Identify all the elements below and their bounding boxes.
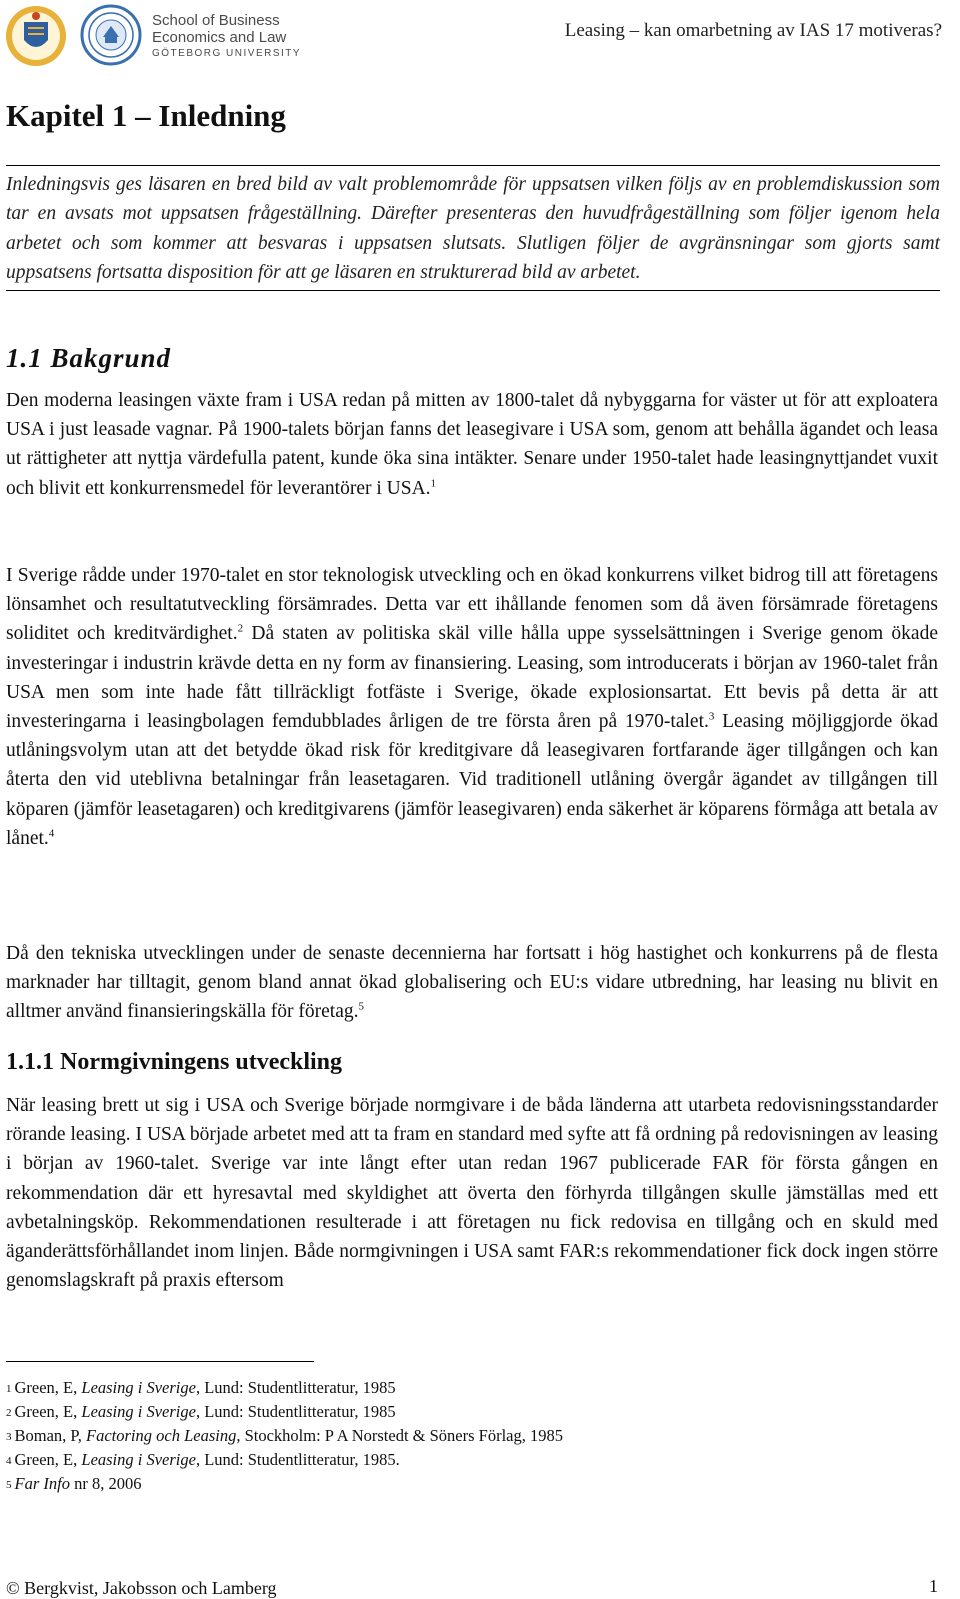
- university-seal-logo: [80, 4, 142, 66]
- footnote-author: Green, E,: [14, 1402, 82, 1421]
- footnote-divider: [6, 1361, 314, 1362]
- footnote-ref-3[interactable]: 3: [708, 710, 715, 723]
- school-name-line2: Economics and Law: [152, 29, 287, 46]
- footer-copyright: © Bergkvist, Jakobsson och Lamberg: [6, 1578, 277, 1598]
- footnote-number: 3: [6, 1431, 12, 1443]
- footnote-book-title: Leasing i Sverige: [81, 1378, 196, 1397]
- footnote-publisher: , Lund: Studentlitteratur, 1985: [195, 1378, 396, 1397]
- page-header: [0, 0, 960, 70]
- paragraph-3-text: Då den tekniska utvecklingen under de senaste decennierna har fortsatt i hög hastighet och konkurrens på de flesta marknader har tilltagit, genom bland annat ökad globalisering och EU:s vidare utbredning, har leasing nu blivit en alltmer använd finansieringskälla för företag.: [6, 943, 938, 1023]
- footnote-number: 4: [6, 1455, 12, 1467]
- subsection-heading-normgivning: 1.1.1 Normgivningens utveckling: [6, 1049, 343, 1075]
- footnote-1: [6, 1376, 906, 1400]
- abstract-text: Inledningsvis ges läsaren en bred bild av valt problemområde för uppsatsen vilken följs av en problemdiskussion som tar en avsats mot uppsatsen frågeställning. Därefter presenteras den huvudfrågeställning som följer igenom hela arbetet och som kommer att besvaras i uppsatsen slutsats. Slutligen följer de avgränsningar som gjorts samt uppsatsens fortsatta disposition för att ge läsaren en strukturerad bild av arbetet.: [6, 174, 940, 283]
- footnote-book-title: Factoring och Leasing: [86, 1426, 237, 1445]
- footnote-author: Green, E,: [14, 1450, 82, 1469]
- footnote-publisher: , Stockholm: P A Norstedt & Söners Förlag, 1985: [236, 1426, 563, 1445]
- paragraph-2-text-b: Då staten av politiska skäl ville hålla uppe sysselsättningen i Sverige genom ökade investeringar i industrin krävde detta en ny form av finansiering. Leasing, som introducerats i början av 1960-talet från USA men som inte hade fått tillräckligt fotfäste i Sverige, ökade explosionsartat. Ett bevis på detta är att investeringarna i leasingbolagen femdubblades årligen de tre första åren på 1970-talet.: [6, 623, 938, 733]
- footnote-2: [6, 1400, 906, 1424]
- footnote-ref-1[interactable]: 1: [430, 477, 437, 490]
- footnote-book-title: Leasing i Sverige: [81, 1450, 196, 1469]
- school-name: [152, 12, 301, 61]
- footnote-publisher: nr 8, 2006: [69, 1474, 142, 1493]
- school-name-line3: GÖTEBORG UNIVERSITY: [152, 48, 302, 59]
- footnote-book-title: Far Info: [14, 1474, 70, 1493]
- footnote-publisher: , Lund: Studentlitteratur, 1985.: [195, 1450, 400, 1469]
- paragraph-4-text: När leasing brett ut sig i USA och Sverige började normgivare i de båda länderna att utarbeta redovisningsstandarder rörande leasing. I USA började arbetet med att ta fram en standard med syfte att få ordning på redovisningen av leasing i början av 1960-talet. Sverige var inte långt efter utan redan 1967 publicerade FAR för första gången en rekommendation där ett hyresavtal med skyldighet att överta den förhyrda tillgången skulle jämställas med ett avbetalningsköp. Rekommendationen resulterade i att företagen nu fick redovisa en tillgång och en skuld med äganderättsförhållandet inom linjen. Både normgivningen i USA samt FAR:s rekommendationer fick dock ingen större genomslagskraft på praxis eftersom: [6, 1095, 938, 1292]
- footnote-author: Boman, P,: [14, 1426, 87, 1445]
- paragraph-4: [6, 1091, 938, 1295]
- footnote-number: 1: [6, 1383, 12, 1395]
- footnote-publisher: , Lund: Studentlitteratur, 1985: [195, 1402, 396, 1421]
- section-heading-bakgrund: 1.1 Bakgrund: [6, 343, 172, 373]
- paragraph-2-text-a: I Sverige rådde under 1970-talet en stor teknologisk utveckling och en ökad konkurrens vilket bidrog till att företagens lönsamhet och resultatutveckling försämrades. Detta var ett ihållande fenomen som då även försämrade företagens soliditet och kreditvärdighet.: [6, 565, 938, 645]
- footnote-ref-4[interactable]: 4: [48, 827, 55, 840]
- school-name-line1: School of Business: [152, 12, 280, 29]
- footnotes: [6, 1376, 906, 1496]
- footnote-ref-2[interactable]: 2: [237, 622, 244, 635]
- running-title: Leasing – kan omarbetning av IAS 17 motiveras?: [564, 20, 942, 41]
- paragraph-3: [6, 939, 938, 1027]
- footnote-ref-5[interactable]: 5: [358, 1000, 364, 1013]
- footnote-3: [6, 1424, 906, 1448]
- footnote-book-title: Leasing i Sverige: [81, 1402, 196, 1421]
- paragraph-1-text: Den moderna leasingen växte fram i USA redan på mitten av 1800-talet då nybyggarna for väster ut för att exploatera USA i just leasade vagnar. På 1900-talets början fanns det leasegivare i USA som, genom att behålla ägandet och leasa ut rättigheter att nyttja värdefulla patent, kunde öka sina intäkter. Senare under 1950-talet hade leasingnyttjandet vuxit och blivit ett konkurrensmedel för leverantörer i USA.: [6, 390, 938, 499]
- chapter-abstract: [6, 165, 940, 291]
- page-number: 1: [929, 1576, 938, 1596]
- footnote-number: 2: [6, 1407, 12, 1419]
- footnote-number: 5: [6, 1479, 12, 1491]
- footnote-4: [6, 1448, 906, 1472]
- university-crest-logo: [4, 4, 68, 68]
- chapter-title: Kapitel 1 – Inledning: [6, 98, 286, 133]
- footnote-5: [6, 1472, 906, 1496]
- paragraph-2: [6, 561, 938, 853]
- paragraph-1: [6, 386, 938, 503]
- footnote-author: Green, E,: [14, 1378, 82, 1397]
- paragraph-2-text-c: Leasing möjliggjorde ökad utlåningsvolym utan att det betydde ökad risk för kreditgivare då leasegivaren fortfarande äger tillgången och kan återta den vid uteblivna betalningar från leasetagaren. Vid traditionell utlåning övergår ägandet av tillgången till köparen (jämför leasetagaren) och kreditgivarens (jämför leasegivaren) enda säkerhet är köparens förmåga att betala av lånet.: [6, 711, 938, 849]
